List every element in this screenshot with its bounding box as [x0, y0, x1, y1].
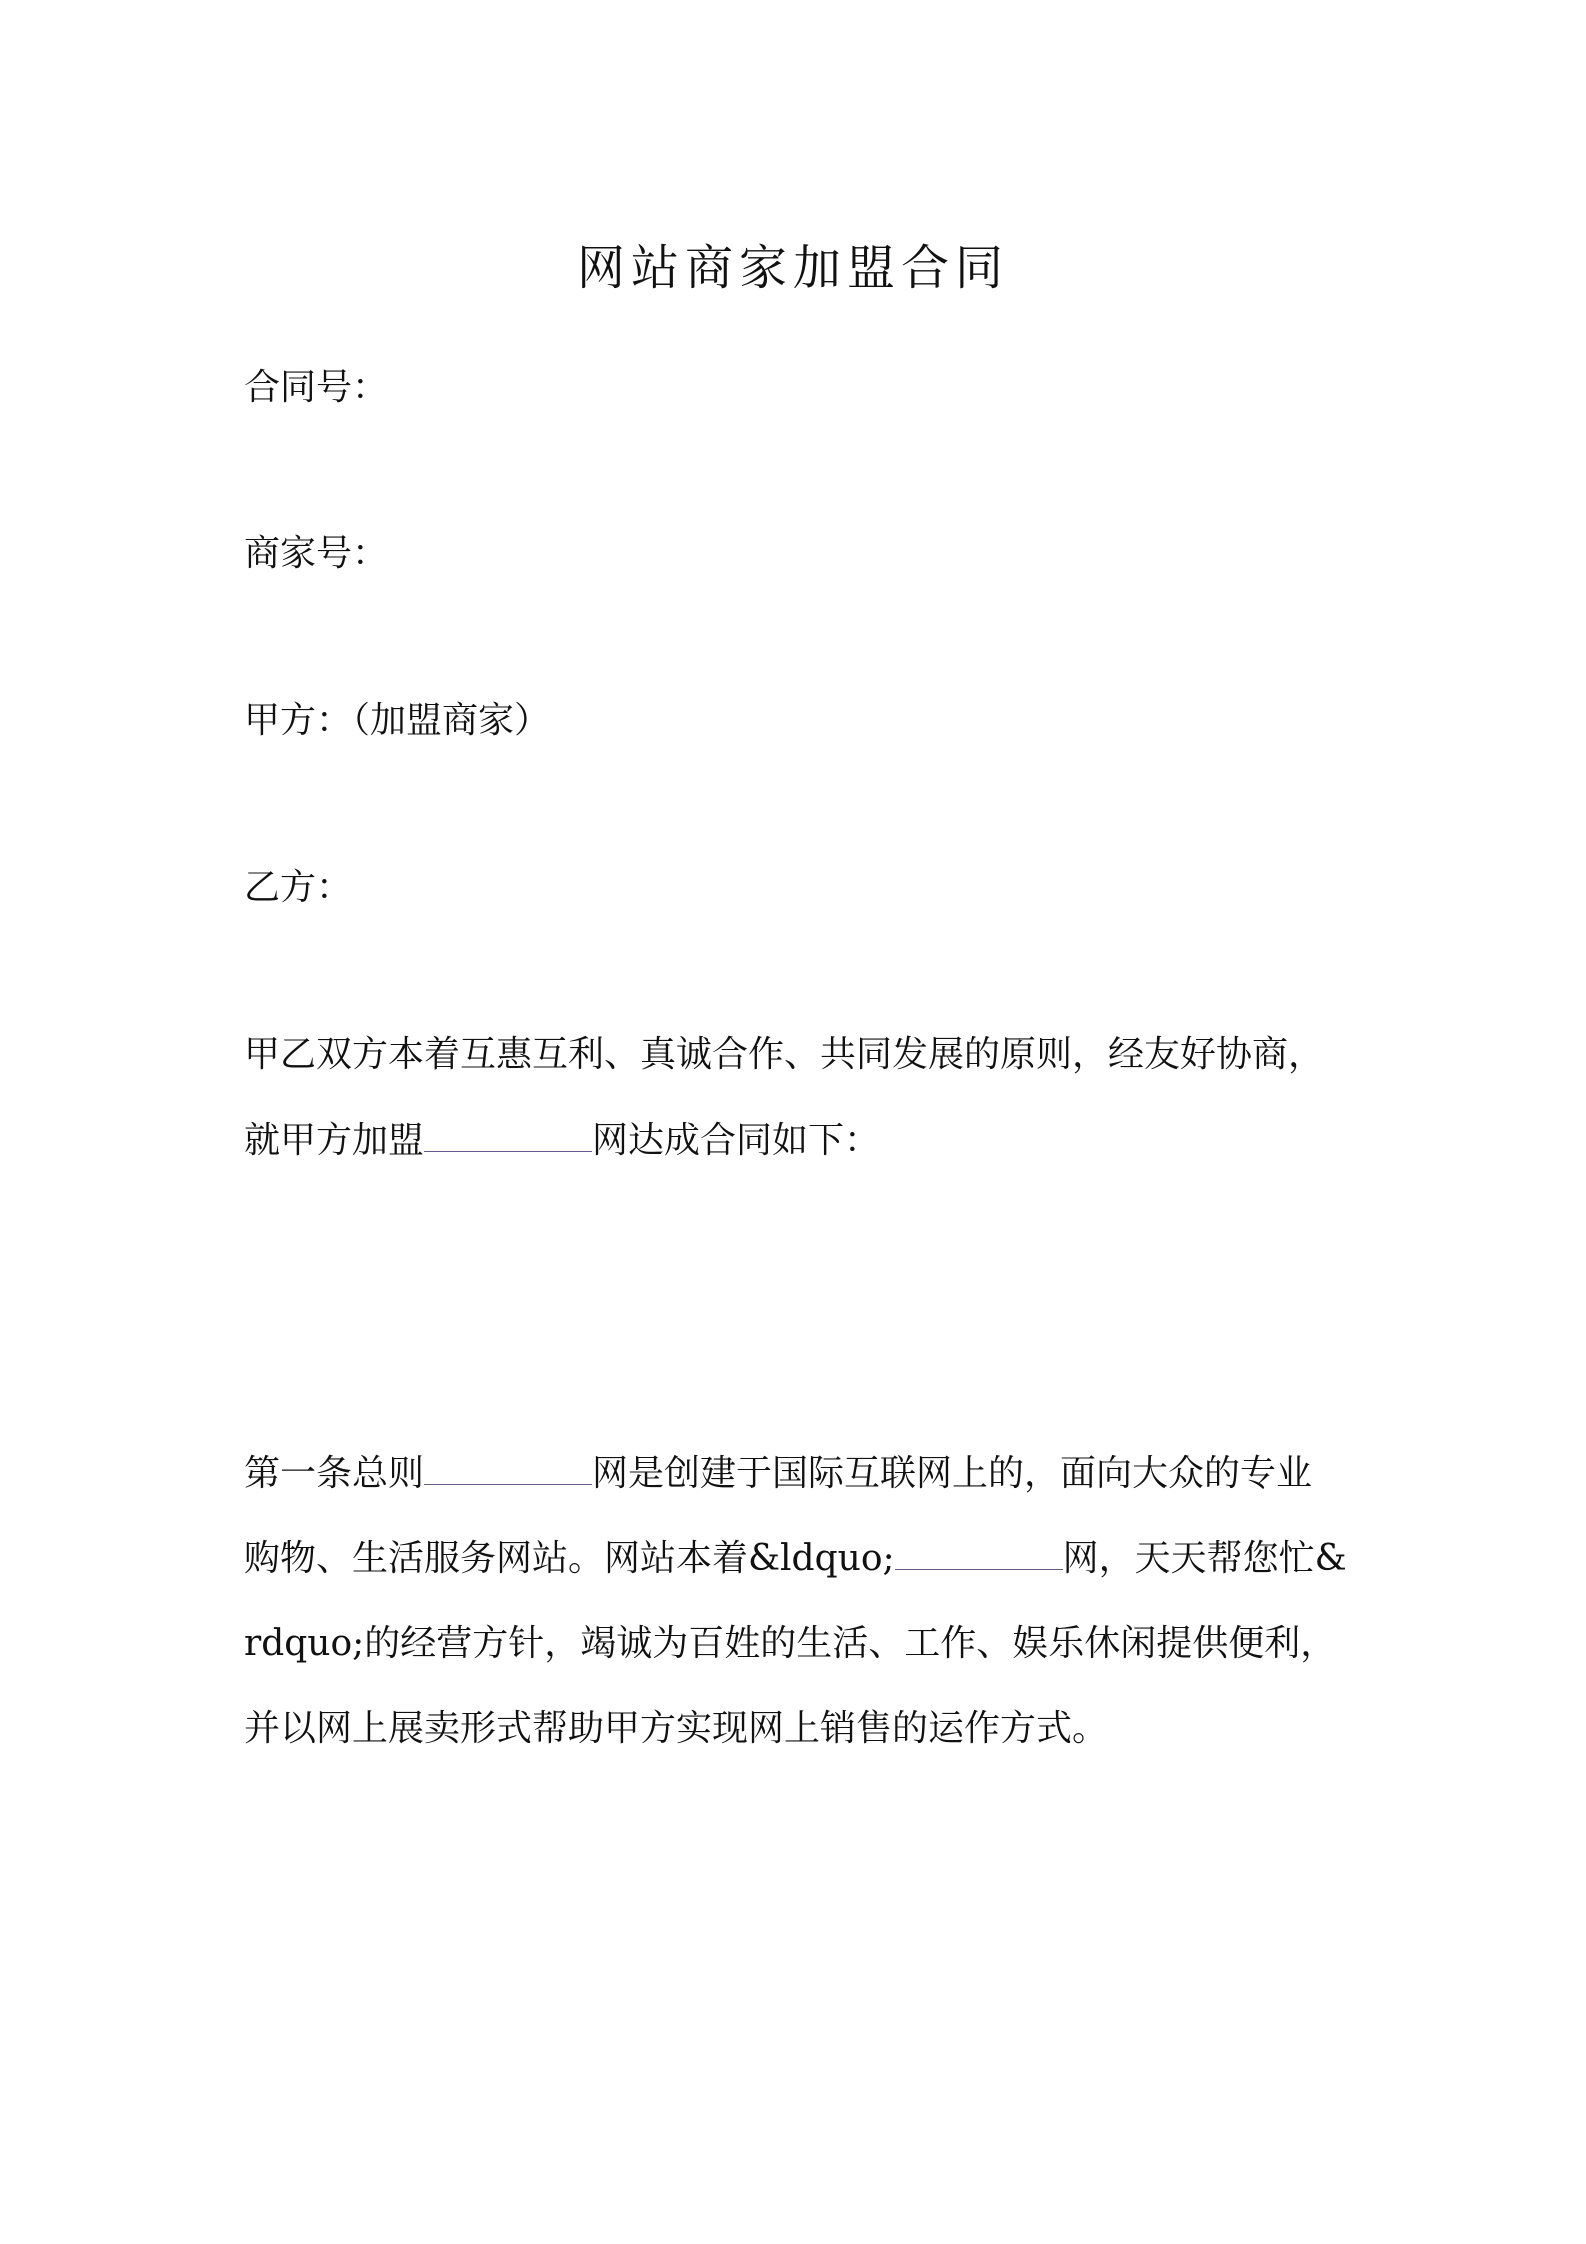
article1-text-1: 网是创建于国际互联网上的，面向大众的专业 — [592, 1453, 1313, 1494]
preamble-text-after-blank: 网达成合同如下： — [592, 1120, 881, 1161]
article1-text-2b: 网，天天帮您忙& — [1062, 1538, 1347, 1579]
party-a-label: 甲方：（加盟商家） — [244, 700, 551, 741]
article1-text-2a: 购物、生活服务网站。网站本着&ldquo; — [244, 1538, 895, 1579]
preamble-text-before-blank: 就甲方加盟 — [244, 1120, 425, 1161]
article1-line-2 — [244, 1535, 1347, 1583]
article1-slogan-blank — [895, 1535, 1063, 1570]
contract-number-label: 合同号： — [244, 367, 389, 408]
article1-line-3: rdquo;的经营方针，竭诚为百姓的生活、工作、娱乐休闲提供便利， — [244, 1623, 1337, 1664]
document-title: 网站商家加盟合同 — [576, 240, 1009, 296]
party-b-label: 乙方： — [244, 867, 353, 908]
article1-site-blank — [424, 1450, 592, 1485]
article1-heading: 第一条总则 — [244, 1453, 425, 1494]
preamble-line-1: 甲乙双方本着互惠互利、真诚合作、共同发展的原则，经友好协商， — [244, 1034, 1325, 1075]
preamble-line-2 — [244, 1117, 880, 1165]
merchant-number-label: 商家号： — [244, 533, 389, 574]
article1-line-4: 并以网上展卖形式帮助甲方实现网上销售的运作方式。 — [244, 1708, 1109, 1749]
article1-line-1 — [244, 1450, 1312, 1498]
site-name-blank — [424, 1117, 592, 1152]
